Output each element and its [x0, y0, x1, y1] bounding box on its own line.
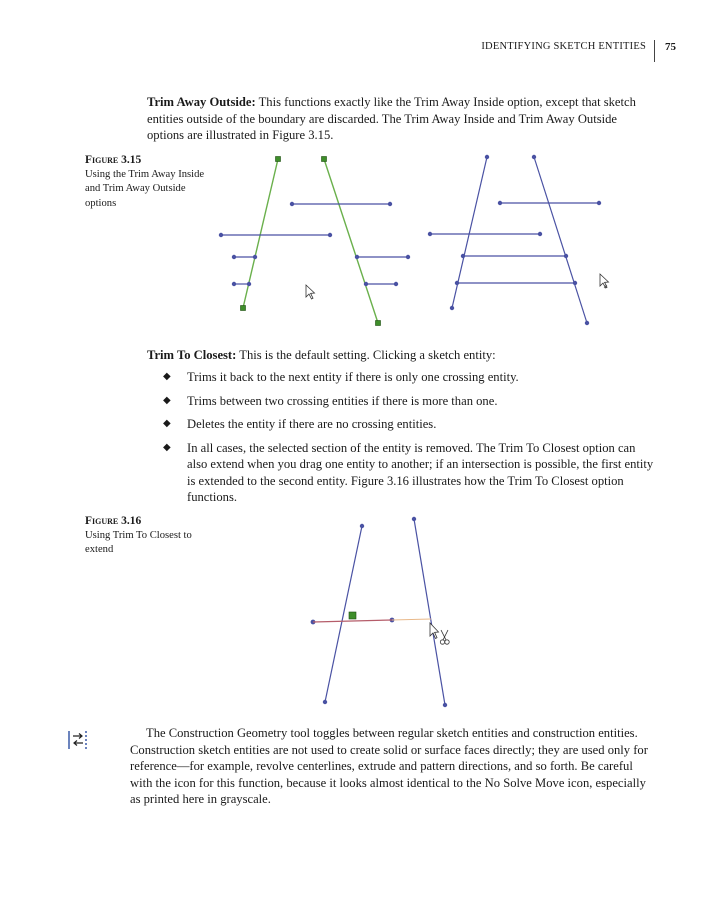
cursor-arrow-icon — [430, 623, 439, 639]
running-title: IDENTIFYING SKETCH ENTITIES — [481, 41, 646, 52]
endpoint — [406, 255, 409, 258]
endpoint — [219, 233, 222, 236]
handle-bottom-right — [376, 321, 381, 326]
left-diagonal — [452, 157, 487, 308]
list-item-text: Trims between two crossing entities if there is more than one. — [187, 393, 498, 408]
right-diagonal — [534, 157, 587, 323]
cursor-arrow-icon — [306, 285, 315, 299]
scissors-icon — [440, 630, 449, 644]
running-header — [481, 40, 676, 60]
trim-away-outside-runin: Trim Away Outside: — [147, 95, 256, 109]
cursor-arrow-icon — [600, 274, 609, 288]
list-item — [147, 416, 657, 433]
green-right-diagonal — [324, 159, 378, 323]
endpoint — [247, 282, 250, 285]
trim-outside-sketch — [428, 155, 600, 324]
figure-3-15-drawing — [210, 150, 630, 330]
endpoint — [388, 202, 391, 205]
handle-bottom-left — [241, 306, 246, 311]
endpoint — [532, 155, 535, 158]
endpoint — [573, 281, 576, 284]
list-item-text: Deletes the entity if there are no crossing entities. — [187, 417, 437, 431]
handle-top-right — [322, 157, 327, 162]
endpoint — [328, 233, 331, 236]
endpoint — [585, 321, 588, 324]
extend-preview-line — [392, 619, 431, 620]
figure-3-15-caption — [85, 153, 205, 212]
endpoint — [360, 524, 363, 527]
endpoint — [461, 254, 464, 257]
endpoint — [364, 282, 367, 285]
endpoint — [538, 232, 541, 235]
endpoint — [355, 255, 358, 258]
bullet-diamond-icon: ◆ — [163, 418, 171, 429]
construction-geometry-icon — [67, 729, 89, 751]
left-diagonal — [325, 526, 362, 702]
trim-to-closest-bullet-list — [147, 369, 657, 513]
figure-3-15-label: Figure 3.15 — [85, 154, 142, 166]
selected-horizontal-line — [313, 620, 392, 622]
figure-3-16-label: Figure 3.16 — [85, 515, 142, 527]
bullet-diamond-icon: ◆ — [163, 441, 171, 453]
endpoint — [455, 281, 458, 284]
trim-to-closest-text: This is the default setting. Clicking a sketch entity: — [236, 348, 496, 362]
handle-top-left — [276, 157, 281, 162]
endpoint — [253, 255, 256, 258]
endpoint — [498, 201, 501, 204]
list-item — [147, 369, 657, 386]
endpoint — [564, 254, 567, 257]
endpoint — [450, 306, 453, 309]
endpoint — [428, 232, 431, 235]
figure-3-15-caption-text: Using the Trim Away Inside and Trim Away Outside options — [85, 168, 205, 210]
trim-away-outside-text: This functions exactly like the Trim Away Inside option, except that sketch entities outside of the boundary are discarded. The Trim Away Inside and Trim Away Outside options are illustrated in Figure 3.15. — [147, 95, 636, 142]
endpoint — [412, 517, 415, 520]
bullet-diamond-icon: ◆ — [163, 394, 171, 406]
figure-3-16-caption-text: Using Trim To Closest to extend — [85, 529, 192, 556]
list-item — [147, 393, 657, 410]
list-item-text: In all cases, the selected section of the entity is removed. The Trim To Closest option can also extend when you drag one entity to another; if an intersection is possible, the first entity is extended to the second entity. Figure 3.16 illustrates how the Trim To Closest option functions. — [187, 440, 654, 504]
endpoint — [232, 255, 235, 258]
right-diagonal — [414, 519, 445, 705]
page-number: 75 — [665, 41, 676, 53]
endpoint — [290, 202, 293, 205]
trim-inside-sketch — [219, 157, 409, 326]
endpoint — [394, 282, 397, 285]
endpoint — [323, 700, 326, 703]
trim-to-closest-runin: Trim To Closest: — [147, 348, 237, 362]
selection-handle — [349, 612, 356, 619]
endpoint — [485, 155, 488, 158]
bullet-diamond-icon: ◆ — [163, 371, 171, 382]
list-item — [147, 440, 657, 506]
figure-3-16-drawing — [300, 510, 470, 715]
figure-3-16-caption — [85, 514, 205, 558]
construction-geometry-paragraph: The Construction Geometry tool toggles between regular sketch entities and construction entities. Construction sketch entities are not used to create solid or surface faces directly; they are used only for reference—for example, revolve centerlines, extrude and pattern directions, and so forth. Be careful with the icon for this function, because it looks almost identical to the No Solve Move icon, especially as printed here in grayscale. — [130, 726, 648, 806]
endpoint — [232, 282, 235, 285]
list-item-text: Trims it back to the next entity if there is only one crossing entity. — [187, 370, 519, 384]
endpoint — [443, 703, 446, 706]
trim-away-outside-paragraph — [147, 94, 647, 144]
endpoint — [597, 201, 600, 204]
trim-to-closest-paragraph — [147, 347, 647, 364]
